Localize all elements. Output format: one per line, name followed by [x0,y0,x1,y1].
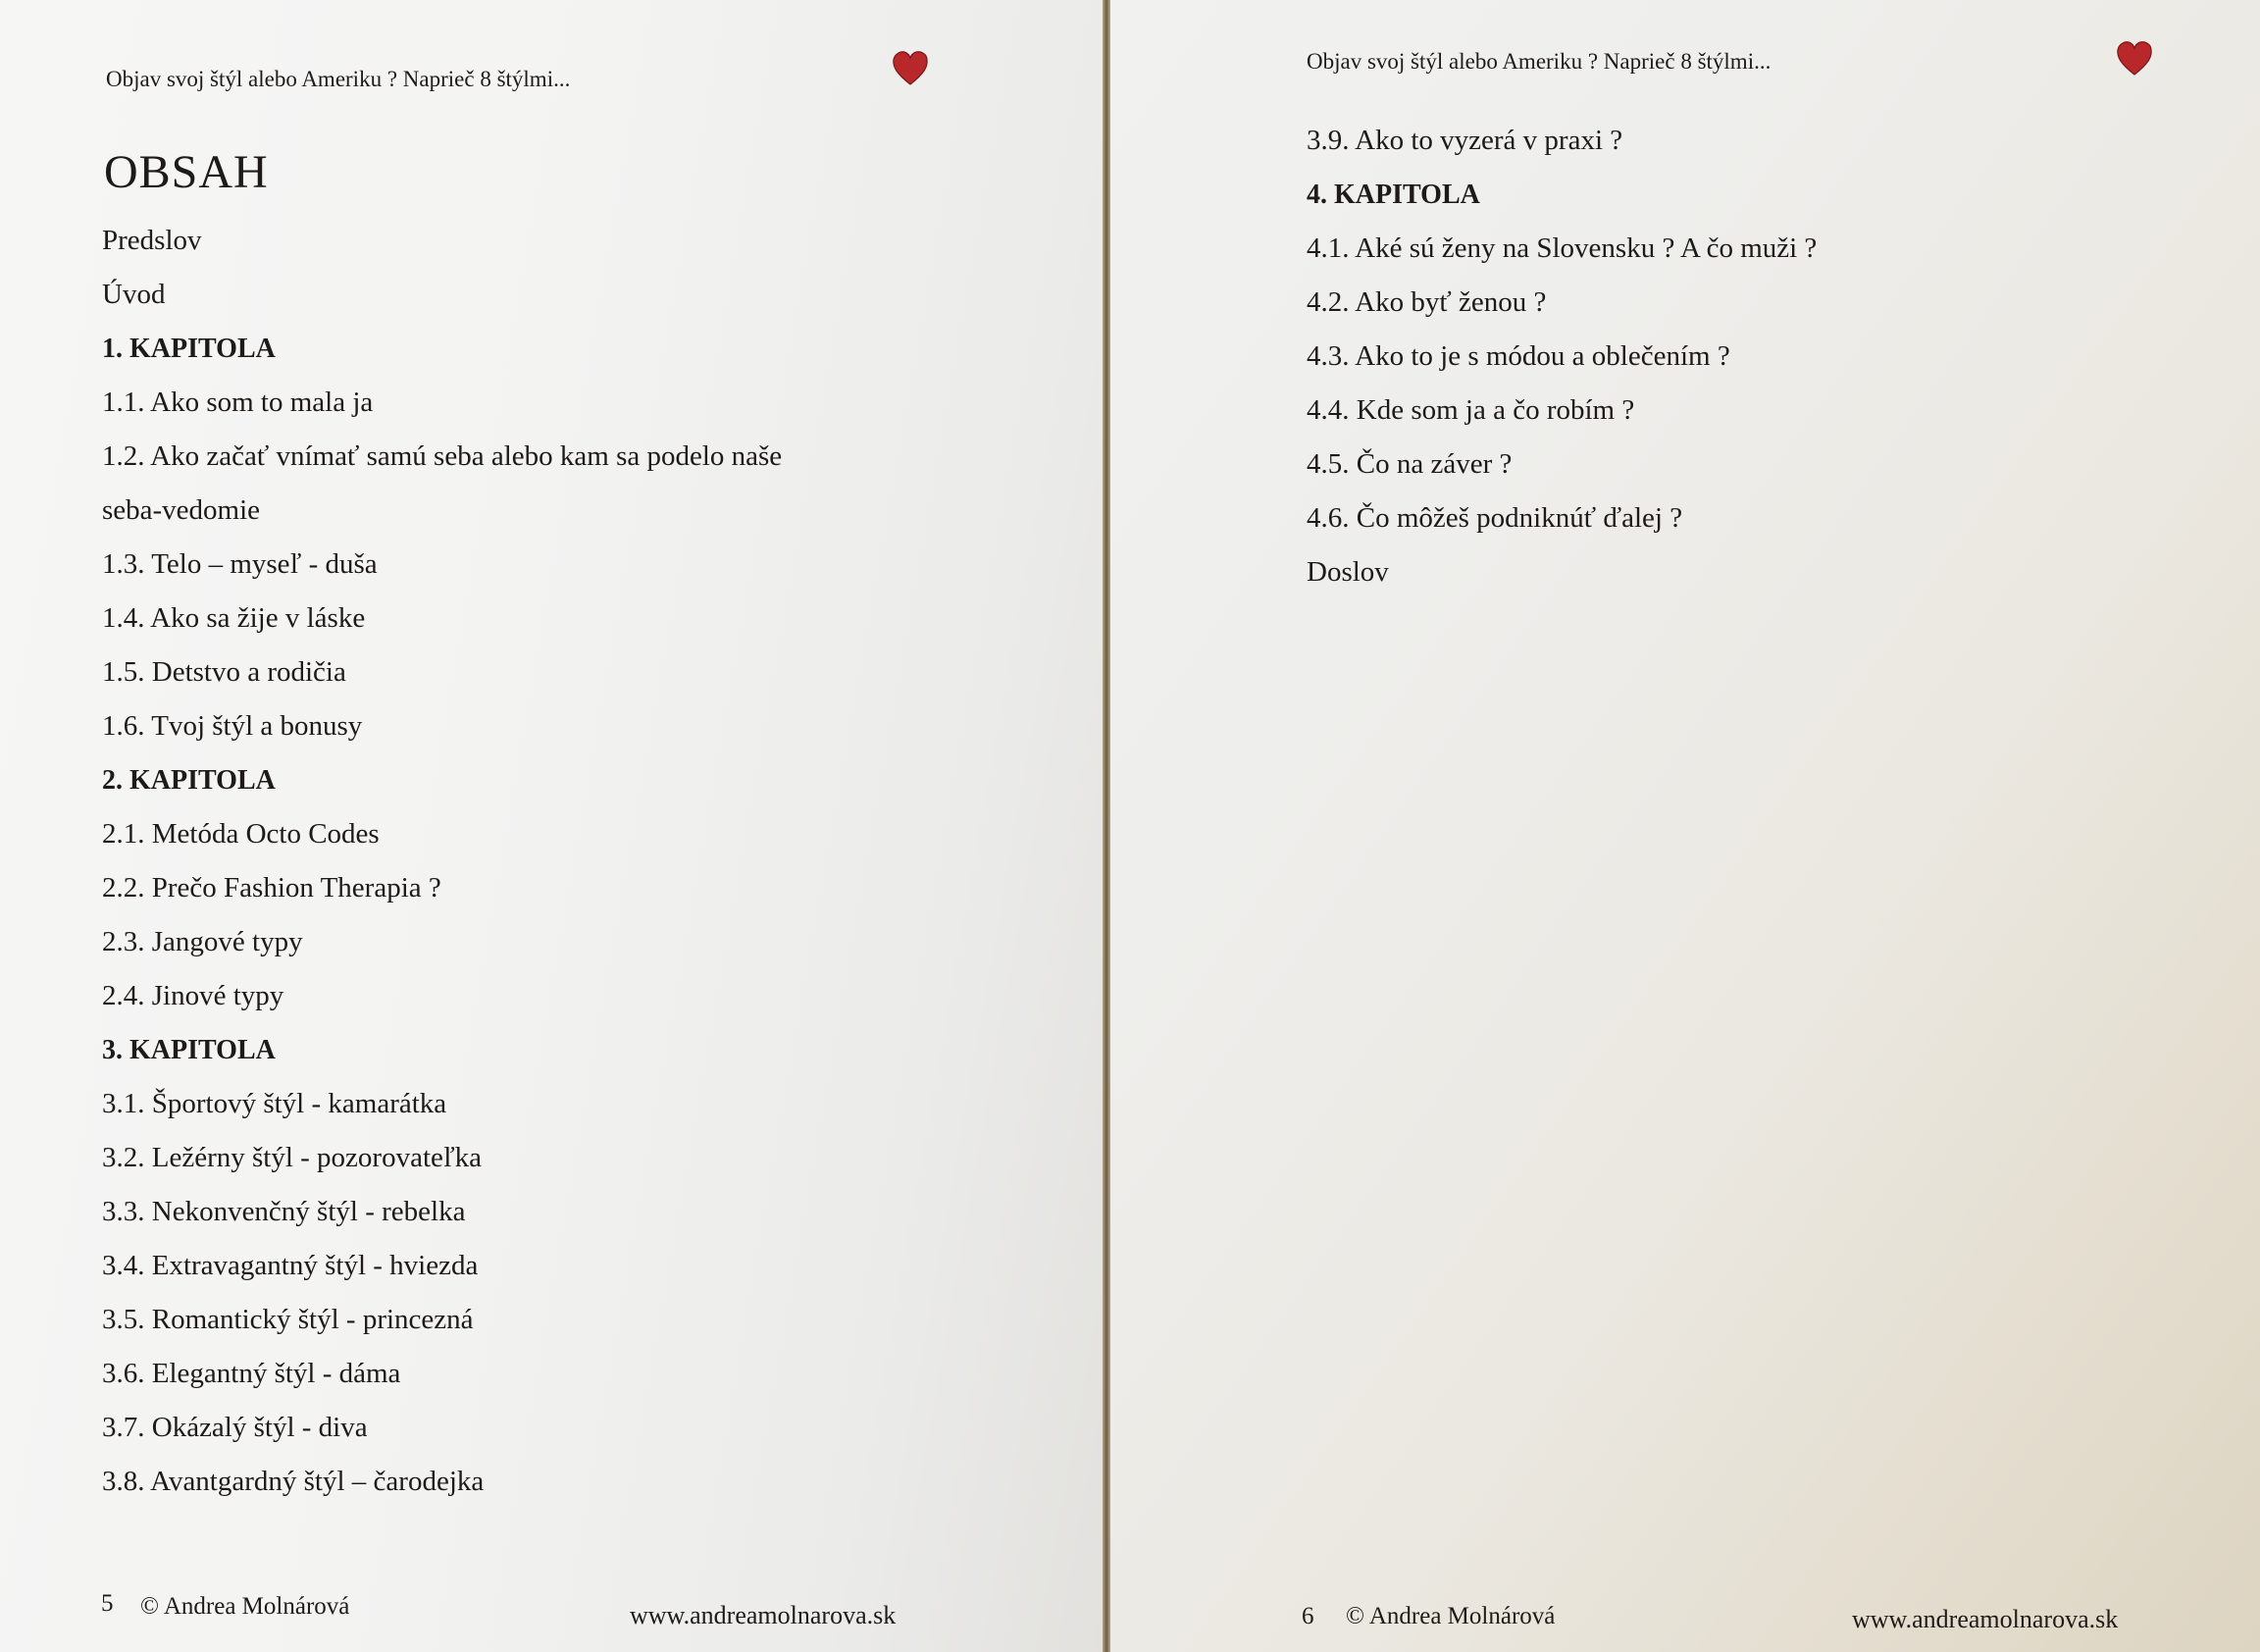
toc-entry: 2.4. Jinové typy [102,980,284,1011]
toc-entry: 3.9. Ako to vyzerá v praxi ? [1307,125,1623,156]
toc-entry: 4.4. Kde som ja a čo robím ? [1307,394,1635,426]
toc-entry: 1.5. Detstvo a rodičia [102,656,346,688]
toc-entry: 2.2. Prečo Fashion Therapia ? [102,872,441,903]
toc-entry: 3.6. Elegantný štýl - dáma [102,1358,401,1389]
website-url: www.andreamolnarova.sk [630,1601,897,1629]
heart-icon [2115,39,2154,78]
toc-entry: 3.8. Avantgardný štýl – čarodejka [102,1466,485,1497]
toc-entry: 1.6. Tvoj štýl a bonusy [102,710,363,742]
heart-icon [891,49,930,88]
copyright: © Andrea Molnárová [1346,1603,1556,1629]
toc-entry: 3.5. Romantický štýl - princezná [102,1304,474,1335]
copyright: © Andrea Molnárová [140,1593,350,1620]
toc-entry: 1.2. Ako začať vnímať samú seba alebo kam sa podelo naše [102,440,783,472]
toc-entry: 2.3. Jangové typy [102,926,303,957]
table-of-contents [102,214,782,1509]
toc-entry: 1.1. Ako som to mala ja [102,387,374,418]
toc-entry: 3.2. Ležérny štýl - pozorovateľka [102,1142,483,1173]
page-number: 6 [1302,1603,1314,1629]
website-url: www.andreamolnarova.sk [1852,1605,2119,1633]
page-title: OBSAH [104,146,269,198]
toc-entry: 4.6. Čo môžeš podniknúť ďalej ? [1307,502,1683,534]
toc-entry: 4.2. Ako byť ženou ? [1307,286,1547,318]
toc-entry: seba-vedomie [102,494,261,526]
toc-entry: Úvod [102,279,166,310]
toc-entry: Doslov [1307,556,1389,588]
running-header: Objav svoj štýl alebo Ameriku ? Naprieč 8 štýlmi... [1307,49,1772,74]
toc-entry: 2.1. Metóda Octo Codes [102,818,380,850]
toc-entry: 3.4. Extravagantný štýl - hviezda [102,1250,479,1281]
chapter-heading: 1. KAPITOLA [102,334,276,364]
toc-entry: 4.1. Aké sú ženy na Slovensku ? A čo muži ? [1307,232,1818,264]
table-of-contents [1307,114,1817,599]
toc-entry: 4.3. Ako to je s módou a oblečením ? [1307,340,1730,372]
chapter-heading: 2. KAPITOLA [102,765,276,796]
chapter-heading: 4. KAPITOLA [1307,180,1480,210]
toc-entry: 1.3. Telo – myseľ - duša [102,548,378,580]
toc-entry: 1.4. Ako sa žije v láske [102,602,366,634]
toc-entry: 3.7. Okázalý štýl - diva [102,1412,368,1443]
running-header: Objav svoj štýl alebo Ameriku ? Naprieč 8 štýlmi... [106,67,571,91]
toc-entry: 4.5. Čo na záver ? [1307,448,1513,480]
page-number: 5 [101,1590,114,1617]
left-page [0,0,1103,1652]
toc-entry: Predslov [102,225,202,256]
toc-entry: 3.3. Nekonvenčný štýl - rebelka [102,1196,466,1227]
chapter-heading: 3. KAPITOLA [102,1035,276,1065]
right-page [1110,0,2260,1652]
toc-entry: 3.1. Športový štýl - kamarátka [102,1088,447,1119]
book-gutter [1103,0,1110,1652]
